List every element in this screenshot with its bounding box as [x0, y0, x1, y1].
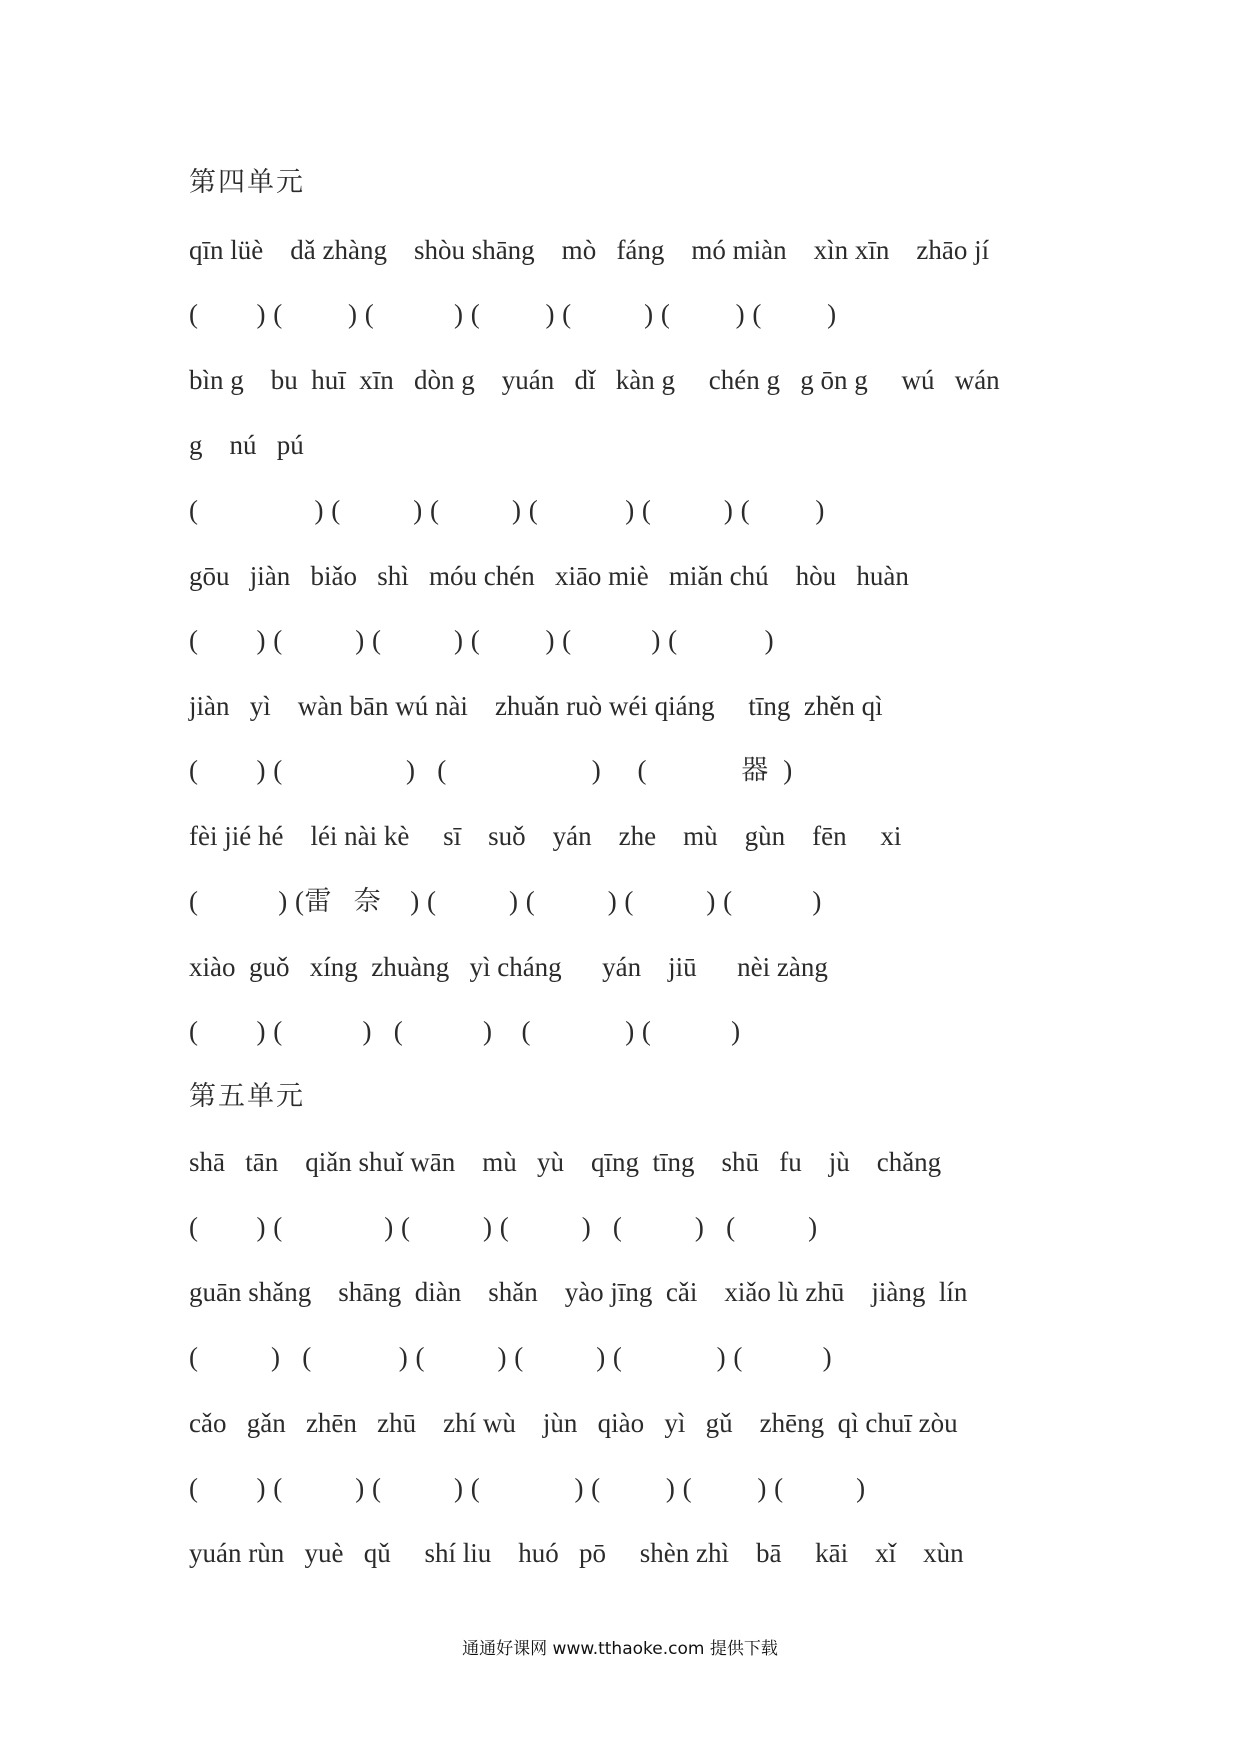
answer-blanks-line: ( ) ( ) ( ) ( ) ( ) ( ): [189, 1342, 833, 1372]
pinyin-line: jiàn yì wàn bān wú nài zhuǎn ruò wéi qiáng tīng zhěn qì: [189, 691, 883, 721]
unit5-heading: 第五单元: [189, 1081, 305, 1112]
answer-blanks-line: ( ) ( ) ( ) ( ) ( ) ( ): [189, 1212, 818, 1242]
pinyin-line: bìn g bu huī xīn dòn g yuán dǐ kàn g chén g g ōn g wú wán: [189, 365, 1000, 395]
pinyin-line: fèi jié hé léi nài kè sī suǒ yán zhe mù gùn fēn xi: [189, 821, 902, 851]
pinyin-line: yuán rùn yuè qǔ shí liu huó pō shèn zhì bā kāi xǐ xùn: [189, 1538, 964, 1568]
pinyin-line: qīn lüè dǎ zhàng shòu shāng mò fáng mó miàn xìn xīn zhāo jí: [189, 235, 990, 265]
pinyin-line: gōu jiàn biǎo shì móu chén xiāo miè miǎn chú hòu huàn: [189, 561, 909, 591]
answer-blanks-line: ( ) ( ) ( ) ( ) ( ) ( ): [189, 495, 825, 525]
pinyin-line: xiào guǒ xíng zhuàng yì cháng yán jiū nèi zàng: [189, 952, 828, 982]
pinyin-line: shā tān qiǎn shuǐ wān mù yù qīng tīng shū fu jù chǎng: [189, 1147, 942, 1177]
pinyin-line: cǎo gǎn zhēn zhū zhí wù jùn qiào yì gǔ zhēng qì chuī zòu: [189, 1408, 958, 1438]
answer-blanks-line: ( ) ( ) ( ) ( 器 ): [189, 755, 793, 785]
footer-credit: 通通好课网 www.tthaoke.com 提供下载: [462, 1639, 778, 1659]
pinyin-line: guān shǎng shāng diàn shǎn yào jīng cǎi xiǎo lù zhū jiàng lín: [189, 1277, 968, 1307]
answer-blanks-line: ( ) (雷 奈 ) ( ) ( ) ( ) ( ): [189, 886, 822, 916]
pinyin-line: g nú pú: [189, 430, 304, 460]
answer-blanks-line: ( ) ( ) ( ) ( ) ( ) ( ): [189, 625, 775, 655]
answer-blanks-line: ( ) ( ) ( ) ( ) ( ): [189, 1016, 741, 1046]
answer-blanks-line: ( ) ( ) ( ) ( ) ( ) ( ) ( ): [189, 299, 837, 329]
answer-blanks-line: ( ) ( ) ( ) ( ) ( ) ( ) ( ): [189, 1473, 866, 1503]
unit4-heading: 第四单元: [189, 167, 305, 198]
